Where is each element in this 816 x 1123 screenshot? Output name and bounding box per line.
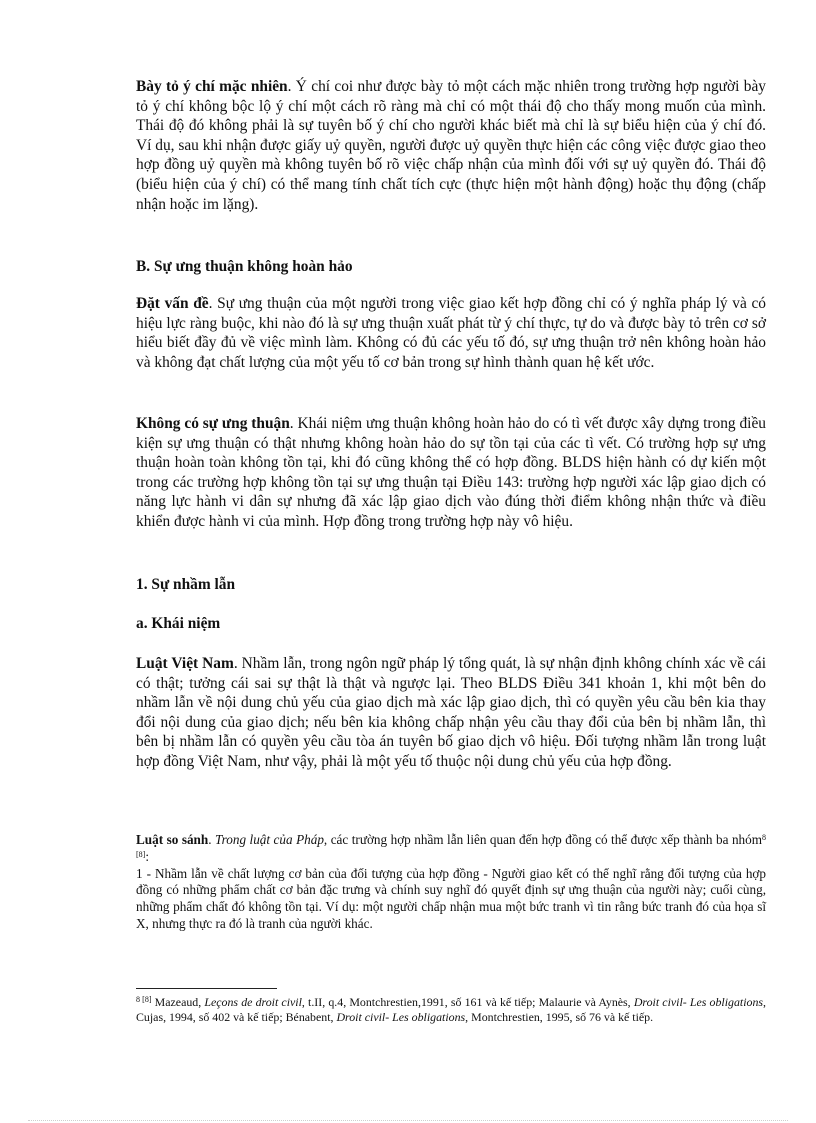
footnote bbox=[136, 995, 766, 1026]
paragraph-tacit-consent bbox=[136, 77, 766, 214]
paragraph-text: . Khái niệm ưng thuận không hoàn hảo do có tì vết được xây dựng trong điều kiện sự ưng thuận có thật nhưng không hoàn hảo do sự tồn tại của các tì vết. Có trường hợp sự ưng thuận hoàn toàn không tồn tại, khi đó cũng không thể có hợp đồng. BLDS hiện hành có dự kiến một trong các trường hợp không tồn tại sự ưng thuận tại Điều 143: trường hợp người xác lập giao dịch có năng lực hành vi dân sự nhưng đã xác lập giao dịch vào đúng thời điểm không nhận thức và điều khiển được hành vi của mình. Hợp đồng trong trường hợp này vô hiệu. bbox=[136, 415, 766, 530]
paragraph-text: . Ý chí coi như được bày tỏ một cách mặc nhiên trong trường hợp người bày tỏ ý chí không bộc lộ ý chí một cách rõ ràng mà chỉ có một thái độ cho thấy mong muốn của mình. Thái độ đó không phải là sự tuyên bố ý chí cho người khác biết mà chỉ là sự biểu hiện của ý chí đó. Ví dụ, sau khi nhận được giấy uỷ quyền, người được uỷ quyền thực hiện các công việc được giao theo hợp đồng uỷ quyền mà không tuyên bố rõ việc chấp nhận của mình đối với sự uỷ quyền đó. Thái độ (biểu hiện của ý chí) có thể mang tính chất tích cực (thực hiện một hành động) hoặc thụ động (chấp nhận hoặc im lặng). bbox=[136, 78, 766, 213]
paragraph-text: . Nhầm lẫn, trong ngôn ngữ pháp lý tổng quát, là sự nhận định không chính xác về cái có thật; tưởng cái sai sự thật là thật và ngược lại. Theo BLDS Điều 341 khoản 1, khi một bên do nhầm lẫn về nội dung chủ yếu của giao dịch mà xác lập giao dịch, thì có quyền yêu cầu bên kia thay đổi nội dung của giao dịch; nếu bên kia không chấp nhận yêu cầu thay đổi của bên bị nhầm lẫn, thì bên bị nhầm lẫn có quyền yêu cầu tòa án tuyên bố giao dịch vô hiệu. Đối tượng nhầm lẫn trong luật hợp đồng Việt Nam, như vậy, phải là một yếu tố thuộc nội dung chủ yếu của hợp đồng. bbox=[136, 655, 766, 770]
paragraph-lead: Đặt vấn đề bbox=[136, 295, 209, 312]
footnote-italic: Droit civil- Les obligations bbox=[336, 1010, 466, 1025]
paragraph-lead: Luật so sánh bbox=[136, 832, 209, 847]
paragraph-italic: Trong luật của Pháp bbox=[215, 832, 324, 847]
footnote-text: , t.II, q.4, Montchrestien,1991, số 161 và kế tiếp; Malaurie và Aynès, bbox=[301, 995, 634, 1009]
paragraph-colon: : bbox=[145, 848, 149, 864]
footnote-mark: 8 [8] bbox=[136, 995, 152, 1004]
paragraph-lead: Không có sự ưng thuận bbox=[136, 415, 290, 432]
paragraph-comparative-law bbox=[136, 832, 766, 933]
footnote-reference[interactable]: 8 [8] bbox=[136, 833, 766, 859]
paragraph-text: . Sự ưng thuận của một người trong việc giao kết hợp đồng chỉ có ý nghĩa pháp lý và có hiệu lực ràng buộc, khi nào đó là sự ưng thuận xuất phát từ ý chí thực, tự do và được bày tỏ trên cơ sở hiểu biết đầy đủ về việc mình làm. Không có đủ các yếu tố đó, sự ưng thuận trở nên không hoàn hảo và không đạt chất lượng của một yếu tố cơ bản trong sự hình thành quan hệ kết ước. bbox=[136, 295, 766, 371]
section-title: a. Khái niệm bbox=[136, 615, 221, 632]
paragraph-no-consent bbox=[136, 414, 766, 532]
section-heading-b bbox=[136, 257, 766, 277]
list-item-1: 1 - Nhầm lẫn về chất lượng cơ bản của đối tượng của hợp đồng - Người giao kết có thể nghĩ rằng đối tượng của hợp đồng có những phẩm chất cơ bản đặc trưng và chính suy nghĩ đó quyết định sự ưng thuận của người này; cuối cùng, những phẩm chất đó không tồn tại. Ví dụ: một người chấp nhận mua một bức tranh vì tin rằng bức tranh đó của họa sĩ X, nhưng thực ra đó là tranh của người khác. bbox=[136, 865, 766, 931]
paragraph-lead: Luật Việt Nam bbox=[136, 655, 234, 672]
paragraph-text: , các trường hợp nhầm lẫn liên quan đến hợp đồng có thể được xếp thành ba nhóm bbox=[323, 832, 762, 847]
paragraph-dot: . bbox=[208, 832, 216, 847]
section-heading-1 bbox=[136, 575, 766, 595]
footnote-separator bbox=[136, 988, 277, 989]
paragraph-problem-statement bbox=[136, 294, 766, 372]
paragraph-vietnam-law bbox=[136, 654, 766, 772]
footnote-italic: Leçons de droit civil bbox=[204, 995, 302, 1009]
section-title: 1. Sự nhầm lẫn bbox=[136, 576, 236, 593]
footnote-text: Mazeaud, bbox=[151, 995, 205, 1009]
footnote-text: , Montchrestien, 1995, số 76 và kế tiếp. bbox=[465, 1010, 654, 1025]
footnote-text: , Cujas, 1994, số 402 và kế tiếp; Bénabent, bbox=[136, 995, 767, 1025]
paragraph-lead: Bày tỏ ý chí mặc nhiên bbox=[136, 78, 288, 95]
footnote-italic: Droit civil- Les obligations bbox=[633, 995, 764, 1009]
section-title: B. Sự ưng thuận không hoàn hảo bbox=[136, 258, 353, 275]
page-bottom-border bbox=[28, 1120, 788, 1121]
section-heading-a bbox=[136, 614, 766, 634]
